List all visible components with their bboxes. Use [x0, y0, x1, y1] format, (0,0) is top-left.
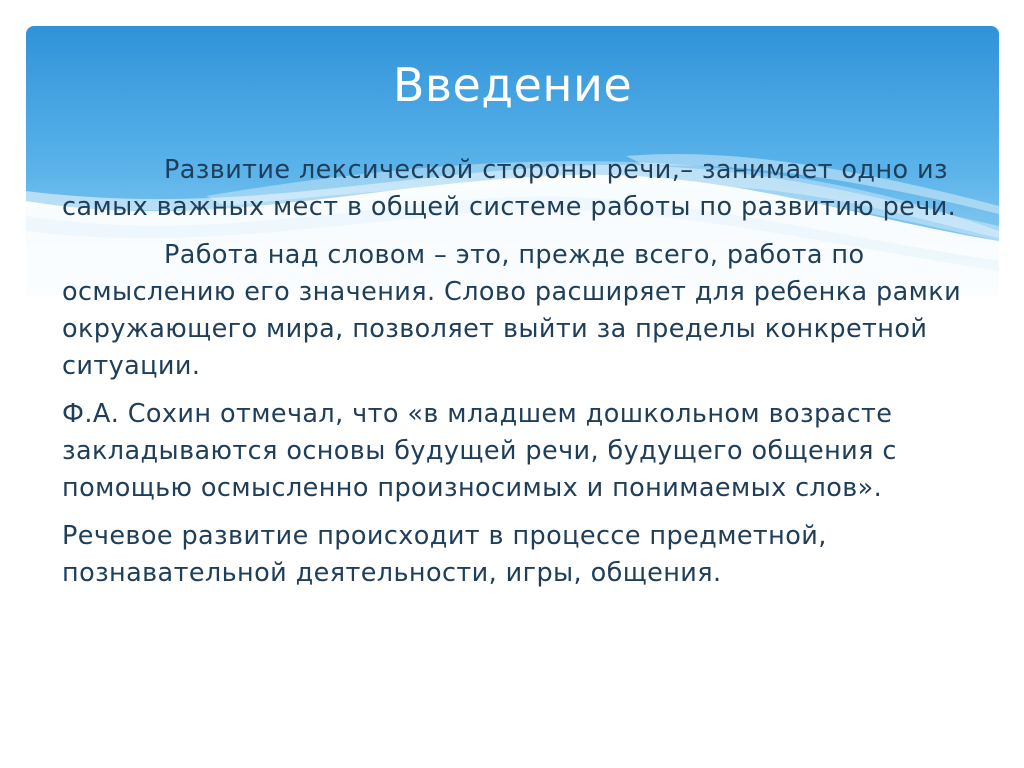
paragraph-1: Развитие лексической стороны речи,– занимает одно из самых важных мест в общей системе работы по развитию речи. — [62, 155, 957, 222]
paragraph-3: Ф.А. Сохин отмечал, что «в младшем дошкольном возрасте закладываются основы будущей речи, будущего общения с помощью осмысленно произносимых и понимаемых слов». — [62, 399, 897, 503]
slide-body — [62, 152, 962, 592]
slide-title: Введение — [392, 58, 633, 112]
paragraph-2: Работа над словом – это, прежде всего, работа по осмыслению его значения. Слово расширяет для ребенка рамки окружающего мира, позволяет выйти за пределы конкретной ситуации. — [62, 240, 962, 381]
paragraph-4: Речевое развитие происходит в процессе предметной, познавательной деятельности, игры, общения. — [62, 521, 827, 588]
